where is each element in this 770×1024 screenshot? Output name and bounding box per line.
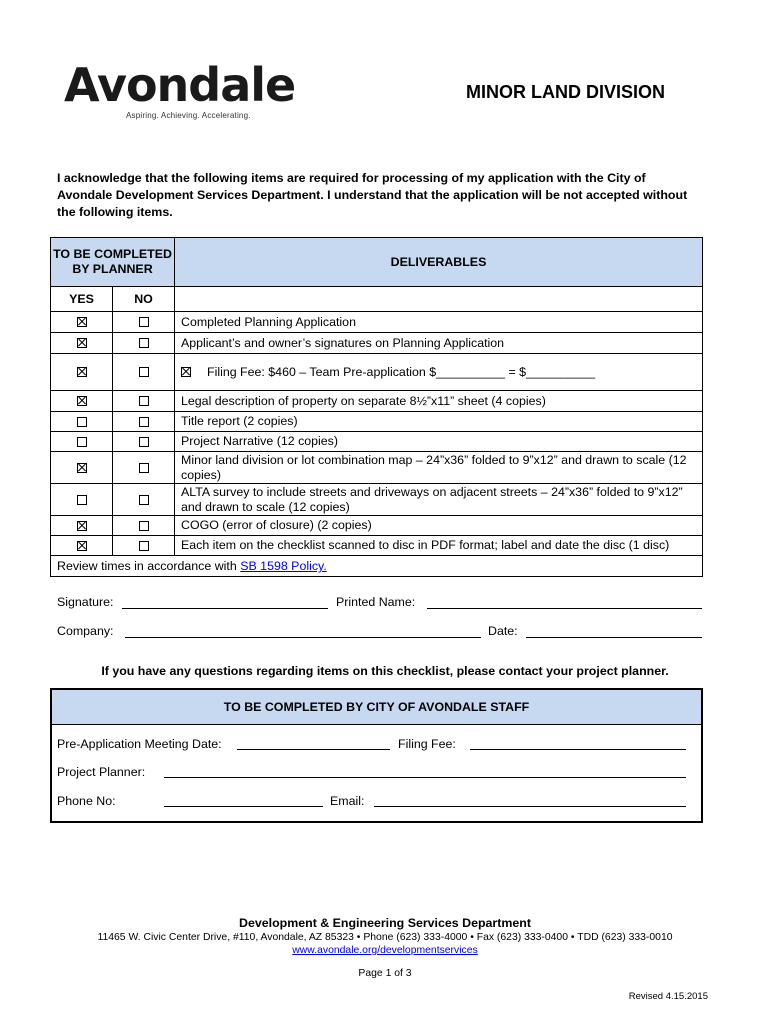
no-checkbox[interactable] bbox=[139, 463, 149, 473]
phone-label: Phone No: bbox=[57, 794, 116, 808]
no-checkbox[interactable] bbox=[139, 367, 149, 377]
filing-fee-label: Filing Fee: bbox=[398, 737, 456, 751]
deliverable-text: ALTA survey to include streets and driveways on adjacent streets – 24”x36” folded to 9”x12” and drawn to scale (12 copies) bbox=[181, 484, 683, 514]
staff-header: TO BE COMPLETED BY CITY OF AVONDALE STAFF bbox=[52, 690, 701, 725]
yes-checkbox[interactable] bbox=[77, 317, 87, 327]
deliverable-text: Each item on the checklist scanned to disc in PDF format; label and date the disc (1 disc) bbox=[181, 538, 670, 552]
project-planner-label: Project Planner: bbox=[57, 765, 146, 779]
no-checkbox[interactable] bbox=[139, 396, 149, 406]
logo-word: Avondale bbox=[64, 58, 296, 112]
yes-column-header: YES bbox=[51, 287, 113, 311]
table-row bbox=[51, 484, 702, 516]
table-row bbox=[51, 312, 702, 333]
date-label: Date: bbox=[488, 624, 518, 638]
page-number: Page 1 of 3 bbox=[358, 968, 412, 979]
yes-checkbox[interactable] bbox=[77, 437, 87, 447]
questions-note: If you have any questions regarding items on this checklist, please contact your project planner. bbox=[101, 664, 669, 678]
no-column-header: NO bbox=[113, 287, 175, 311]
planner-header: TO BE COMPLETED BY PLANNER bbox=[51, 238, 175, 286]
sb-1598-link[interactable]: SB 1598 Policy. bbox=[240, 559, 327, 573]
deliverable-text: Legal description of property on separate 8½”x11” sheet (4 copies) bbox=[181, 393, 546, 408]
yes-no-header bbox=[51, 287, 702, 312]
table-row bbox=[51, 412, 702, 432]
phone-field[interactable] bbox=[164, 806, 323, 807]
no-checkbox[interactable] bbox=[139, 521, 149, 531]
table-row bbox=[51, 432, 702, 452]
yes-checkbox[interactable] bbox=[77, 396, 87, 406]
yes-checkbox[interactable] bbox=[77, 541, 87, 551]
revised-date: Revised 4.15.2015 bbox=[628, 991, 708, 1002]
intro-paragraph: I acknowledge that the following items are required for processing of my application with the City of Avondale Development Services Department. I understand that the application will be not accepted without the following items. bbox=[57, 171, 688, 219]
deliverable-text: Title report (2 copies) bbox=[181, 414, 298, 428]
table-header bbox=[51, 238, 702, 287]
no-checkbox[interactable] bbox=[139, 541, 149, 551]
deliverable-text: Completed Planning Application bbox=[181, 314, 356, 329]
deliverable-text: COGO (error of closure) (2 copies) bbox=[181, 518, 372, 532]
logo-tagline: Aspiring. Achieving. Accelerating. bbox=[126, 111, 251, 120]
project-planner-field[interactable] bbox=[164, 777, 686, 778]
deliverable-text: Project Narrative (12 copies) bbox=[181, 434, 339, 448]
no-checkbox[interactable] bbox=[139, 495, 149, 505]
deliverable-text: Minor land division or lot combination map – 24”x36” folded to 9”x12” and drawn to scale (12 copies) bbox=[181, 452, 687, 482]
yes-checkbox[interactable] bbox=[77, 367, 87, 377]
pre-app-date-label: Pre-Application Meeting Date: bbox=[57, 737, 222, 751]
yes-checkbox[interactable] bbox=[77, 495, 87, 505]
table-row bbox=[51, 391, 702, 412]
email-label: Email: bbox=[330, 794, 365, 808]
filing-fee-field[interactable] bbox=[470, 749, 686, 750]
checklist-table bbox=[50, 237, 703, 577]
pre-app-date-field[interactable] bbox=[237, 749, 390, 750]
no-checkbox[interactable] bbox=[139, 317, 149, 327]
printed-name-field[interactable] bbox=[427, 608, 702, 609]
yes-checkbox[interactable] bbox=[77, 417, 87, 427]
table-row bbox=[51, 536, 702, 556]
table-row bbox=[51, 333, 702, 354]
table-row bbox=[51, 516, 702, 536]
email-field[interactable] bbox=[374, 806, 686, 807]
review-text: Review times in accordance with bbox=[57, 559, 237, 573]
filing-fee-checkbox[interactable] bbox=[181, 367, 191, 377]
avondale-logo bbox=[64, 58, 296, 112]
table-row bbox=[51, 452, 702, 484]
deliverable-text: Filing Fee: $460 – Team Pre-application $__________ = $__________ bbox=[207, 364, 595, 379]
deliverables-header: DELIVERABLES bbox=[390, 255, 487, 269]
no-checkbox[interactable] bbox=[139, 338, 149, 348]
review-times bbox=[51, 556, 702, 576]
yes-checkbox[interactable] bbox=[77, 463, 87, 473]
no-checkbox[interactable] bbox=[139, 437, 149, 447]
table-row bbox=[51, 354, 702, 391]
printed-name-label: Printed Name: bbox=[336, 595, 416, 609]
signature-field[interactable] bbox=[122, 608, 328, 609]
footer-url-link[interactable]: www.avondale.org/developmentservices bbox=[292, 945, 478, 956]
company-field[interactable] bbox=[125, 637, 481, 638]
footer-department: Development & Engineering Services Department bbox=[239, 916, 531, 930]
company-label: Company: bbox=[57, 624, 114, 638]
no-checkbox[interactable] bbox=[139, 417, 149, 427]
signature-label: Signature: bbox=[57, 595, 114, 609]
form-title: MINOR LAND DIVISION bbox=[466, 82, 666, 102]
date-field[interactable] bbox=[526, 637, 702, 638]
footer-address: 11465 W. Civic Center Drive, #110, Avondale, AZ 85323 • Phone (623) 333-4000 • Fax (623) 333-0400 • TDD (623) 333-0010 bbox=[97, 932, 673, 943]
staff-section bbox=[50, 688, 703, 823]
checklist-rows bbox=[51, 312, 702, 556]
yes-checkbox[interactable] bbox=[77, 338, 87, 348]
deliverable-text: Applicant’s and owner’s signatures on Planning Application bbox=[181, 335, 505, 350]
yes-checkbox[interactable] bbox=[77, 521, 87, 531]
